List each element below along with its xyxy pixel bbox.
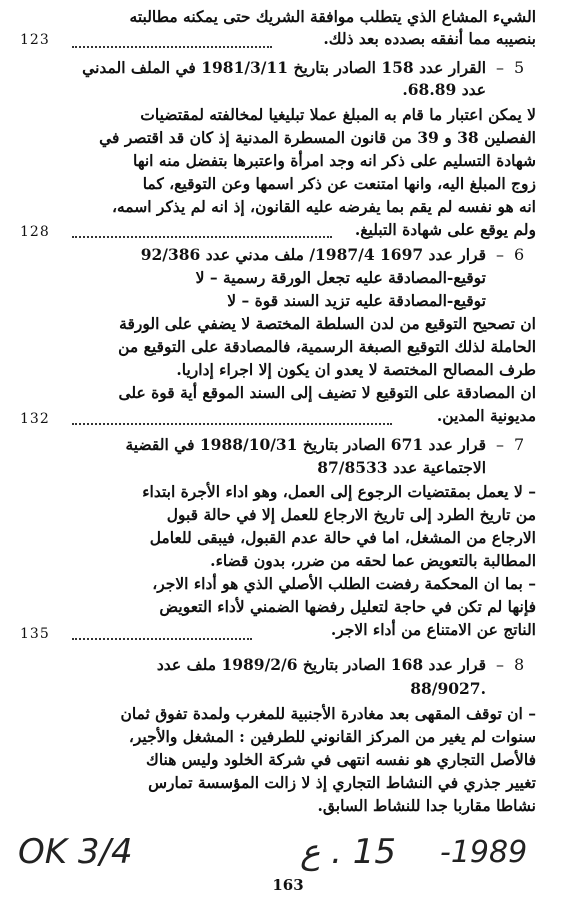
item-heading-line: توقيع-المصادقة عليه تجعل الورقة رسمية – لا: [195, 268, 486, 287]
leader-dots: [72, 638, 252, 640]
item-body-line: المطالبة بالتعويض عما لحقه من ضرر، بدون قضاء.: [210, 551, 536, 570]
item-number: 5: [514, 58, 525, 77]
item-heading-line: قرار عدد 168 الصادر بتاريخ 1989/2/6 ملف عدد: [156, 655, 486, 674]
page-ref: 128: [20, 224, 50, 240]
handwritten-note: 15 . ع: [300, 832, 396, 872]
item-body-line: سنوات لم يغير من المركز القانوني للطرفين : المشغل والأجير،: [128, 727, 536, 746]
item-body-line: تغيير جذري في النشاط التجاري إذ لا زالت المؤسسة تمارس: [148, 773, 536, 792]
item-heading-line: توقيع-المصادقة عليه تزيد السند قوة – لا: [227, 291, 486, 310]
item-body-line: من تاريخ الطرد إلى تاريخ الارجاع للعمل إلا في حالة قبول: [166, 505, 536, 524]
page-ref: 123: [20, 32, 50, 48]
item-body-line: – ان توقف المقهى بعد مغادرة الأجنبية للمغرب ولمدة تفوق ثمان: [120, 704, 536, 723]
page-ref: 132: [20, 411, 50, 427]
item-number: 6: [514, 245, 525, 264]
leader-dots: [72, 236, 332, 238]
item-heading-line: قرار عدد 1697 1987/4/ ملف مدني عدد 92/386: [140, 245, 486, 264]
handwritten-note: -1989: [440, 835, 528, 870]
handwritten-note: OK 3/4: [18, 832, 133, 872]
item-body-line: الناتج عن الامتناع من أداء الاجر.: [330, 620, 536, 639]
item-body-line: ان تصحيح التوقيع من لدن السلطة المختصة لا يضفي على الورقة: [119, 314, 536, 333]
item-heading-line: .88/9027: [410, 679, 486, 698]
item-body-line: لا يمكن اعتبار ما قام به المبلغ عملا تبليغيا لمخالفته لمقتضيات: [140, 105, 536, 124]
item-heading-line: القرار عدد 158 الصادر بتاريخ 1981/3/11 في الملف المدني: [82, 58, 486, 77]
item-body-line: طرف المصالح المختصة لا يعدو ان يكون إلا اجراء إداريا.: [176, 360, 536, 379]
item-body-line: مديونية المدين.: [436, 406, 536, 425]
item-body-line: فإنها لم تكن في حاجة لتعليل رفضها الضمني لأداء التعويض: [159, 597, 536, 616]
item-body-line: زوج المبلغ اليه، وانها امتنعت عن ذكر اسمها وعن التوقيع، كما: [142, 174, 536, 193]
page-number: 163: [272, 876, 304, 894]
intro-line-1: الشيء المشاع الذي يتطلب موافقة الشريك حتى يمكنه مطالبته: [129, 7, 536, 26]
item-heading-line: عدد 68.89.: [402, 80, 486, 99]
item-body-line: فالأصل التجاري هو نفسه انتهى في شركة الخلود وليس هناك: [146, 750, 536, 769]
item-body-line: الفصلين 38 و 39 من قانون المسطرة المدنية إذ كان قد اقتصر في: [99, 128, 536, 147]
item-body-line: – بما ان المحكمة رفضت الطلب الأصلي الذي هو أداء الاجر،: [152, 574, 536, 593]
leader-dots: [72, 423, 392, 425]
item-body-line: الارجاع من المشغل، اما في حالة عدم القبول، فيبقى للعامل: [149, 528, 536, 547]
item-body-line: نشاطا مقاربا جدا للنشاط السابق.: [317, 796, 536, 815]
item-body-line: ان المصادقة على التوقيع لا تضيف إلى السند الموقع أية قوة على: [118, 383, 536, 402]
item-body-line: الحاملة لذلك التوقيع الصبغة الرسمية، فالمصادقة على التوقيع من: [118, 337, 536, 356]
page-ref: 135: [20, 626, 50, 642]
leader-dots: [72, 46, 272, 48]
item-dash: –: [496, 58, 504, 77]
item-heading-line: الاجتماعية عدد 87/8533: [317, 458, 486, 477]
item-body-line: ولم يوقع على شهادة التبليغ.: [354, 220, 536, 239]
item-number: 7: [514, 435, 525, 454]
intro-line-2: بنصيبه مما أنفقه بصدده بعد ذلك.: [323, 29, 536, 48]
item-body-line: – لا يعمل بمقتضيات الرجوع إلى العمل، وهو اداء الأجرة ابتداء: [142, 482, 536, 501]
item-body-line: شهادة التسليم على ذكر انه وجد امرأة واعتبرها بتفضل منه انها: [133, 151, 536, 170]
item-dash: –: [496, 435, 504, 454]
item-number: 8: [514, 655, 525, 674]
item-dash: –: [496, 245, 504, 264]
item-dash: –: [496, 655, 504, 674]
item-body-line: انه هو نفسه لم يقم بما يفرضه عليه القانون، إذ انه لم يذكر اسمه،: [111, 197, 536, 216]
item-heading-line: قرار عدد 671 الصادر بتاريخ 1988/10/31 في القضية: [125, 435, 486, 454]
